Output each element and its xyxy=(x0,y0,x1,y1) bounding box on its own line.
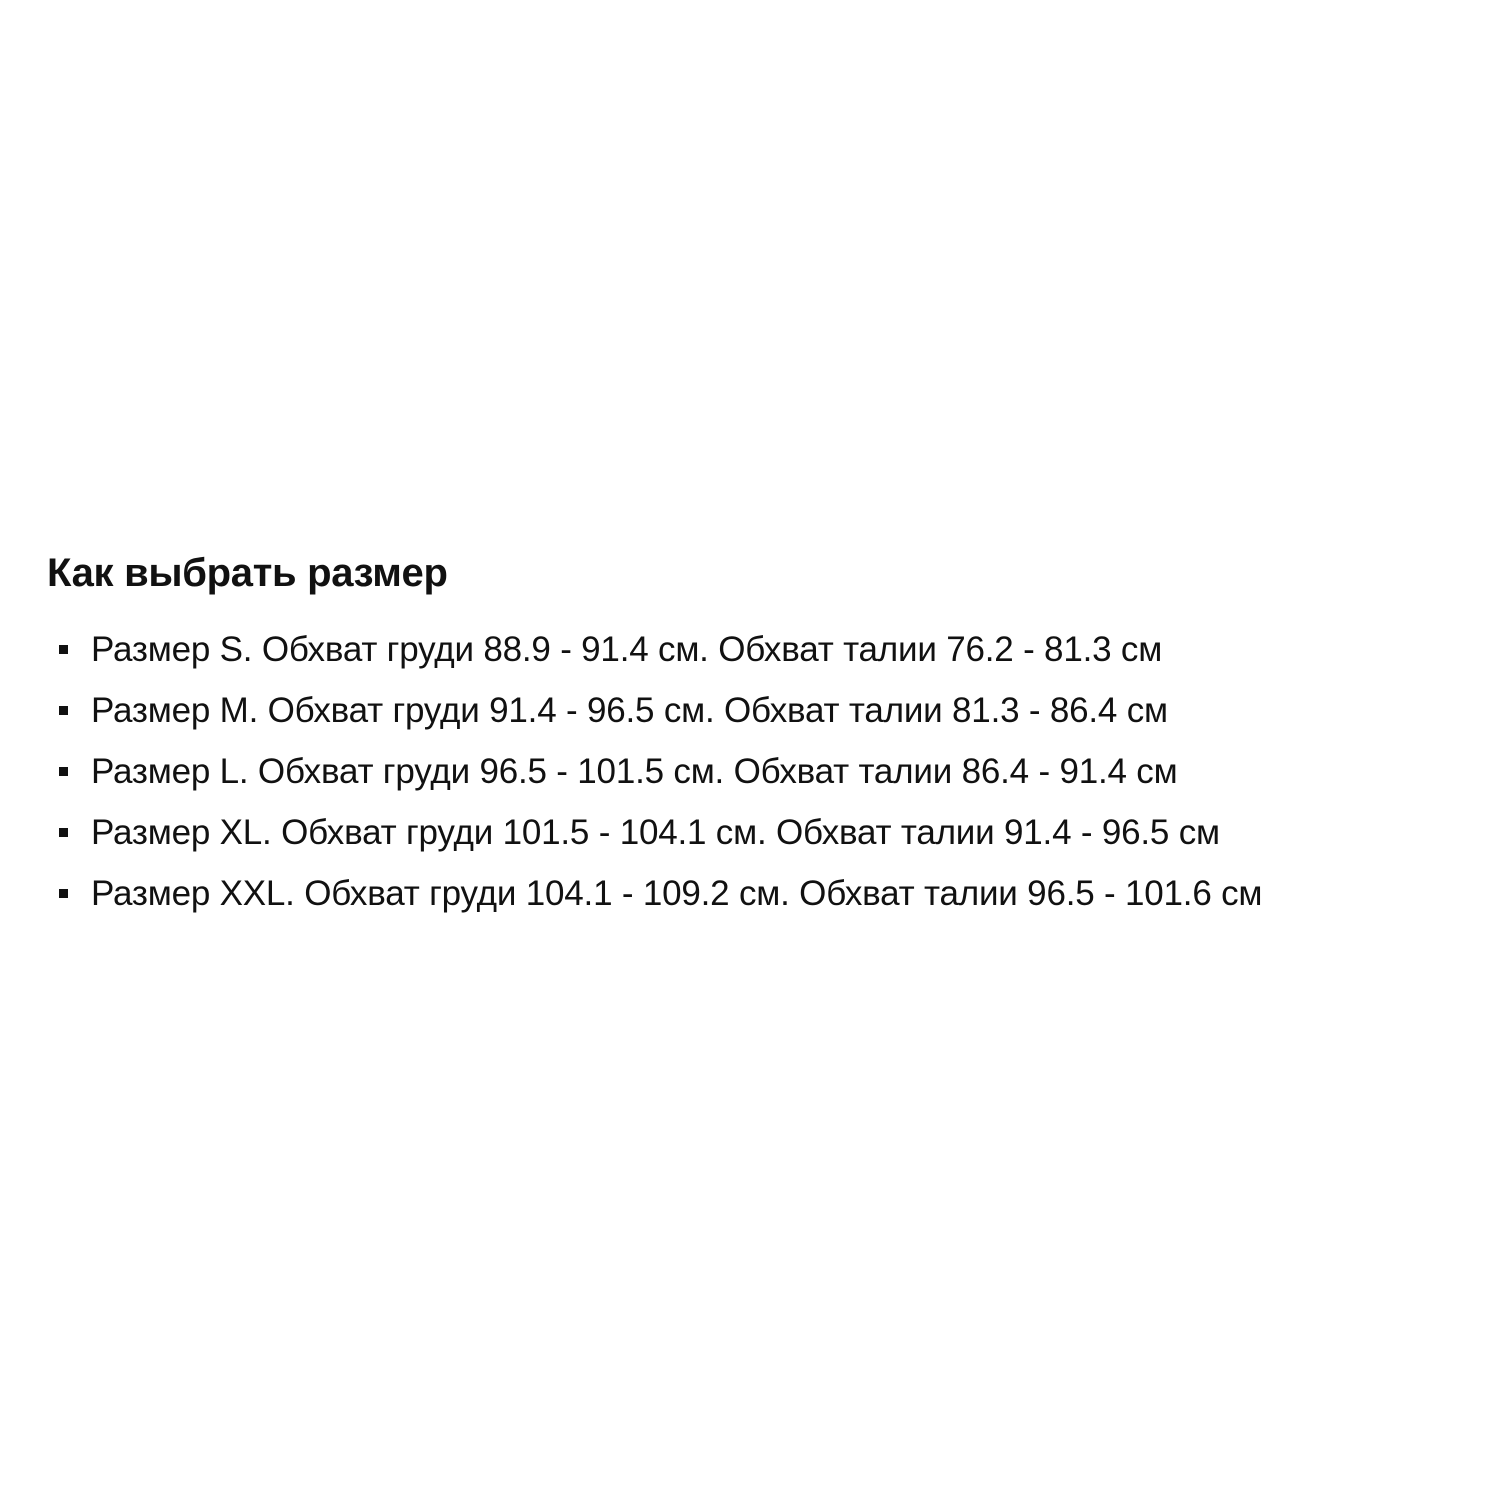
size-item-m xyxy=(47,680,1467,741)
size-item-l xyxy=(47,741,1467,802)
size-item-text: Размер L. Обхват груди 96.5 - 101.5 см. Обхват талии 86.4 - 91.4 см xyxy=(91,751,1178,791)
size-item-text: Размер XL. Обхват груди 101.5 - 104.1 см. Обхват талии 91.4 - 96.5 см xyxy=(91,812,1220,852)
size-item-xxl xyxy=(47,863,1467,924)
size-guide-title: Как выбрать размер xyxy=(47,551,448,595)
size-item-text: Размер S. Обхват груди 88.9 - 91.4 см. Обхват талии 76.2 - 81.3 см xyxy=(91,629,1163,669)
size-item-s xyxy=(47,619,1467,680)
bullet-icon xyxy=(59,828,68,837)
size-item-text: Размер M. Обхват груди 91.4 - 96.5 см. Обхват талии 81.3 - 86.4 см xyxy=(91,690,1168,730)
size-item-text: Размер XXL. Обхват груди 104.1 - 109.2 см. Обхват талии 96.5 - 101.6 см xyxy=(91,873,1263,913)
size-item-xl xyxy=(47,802,1467,863)
bullet-icon xyxy=(59,889,68,898)
size-guide-section xyxy=(47,545,1467,924)
bullet-icon xyxy=(59,706,68,715)
bullet-icon xyxy=(59,767,68,776)
size-list xyxy=(47,619,1467,924)
bullet-icon xyxy=(59,645,68,654)
